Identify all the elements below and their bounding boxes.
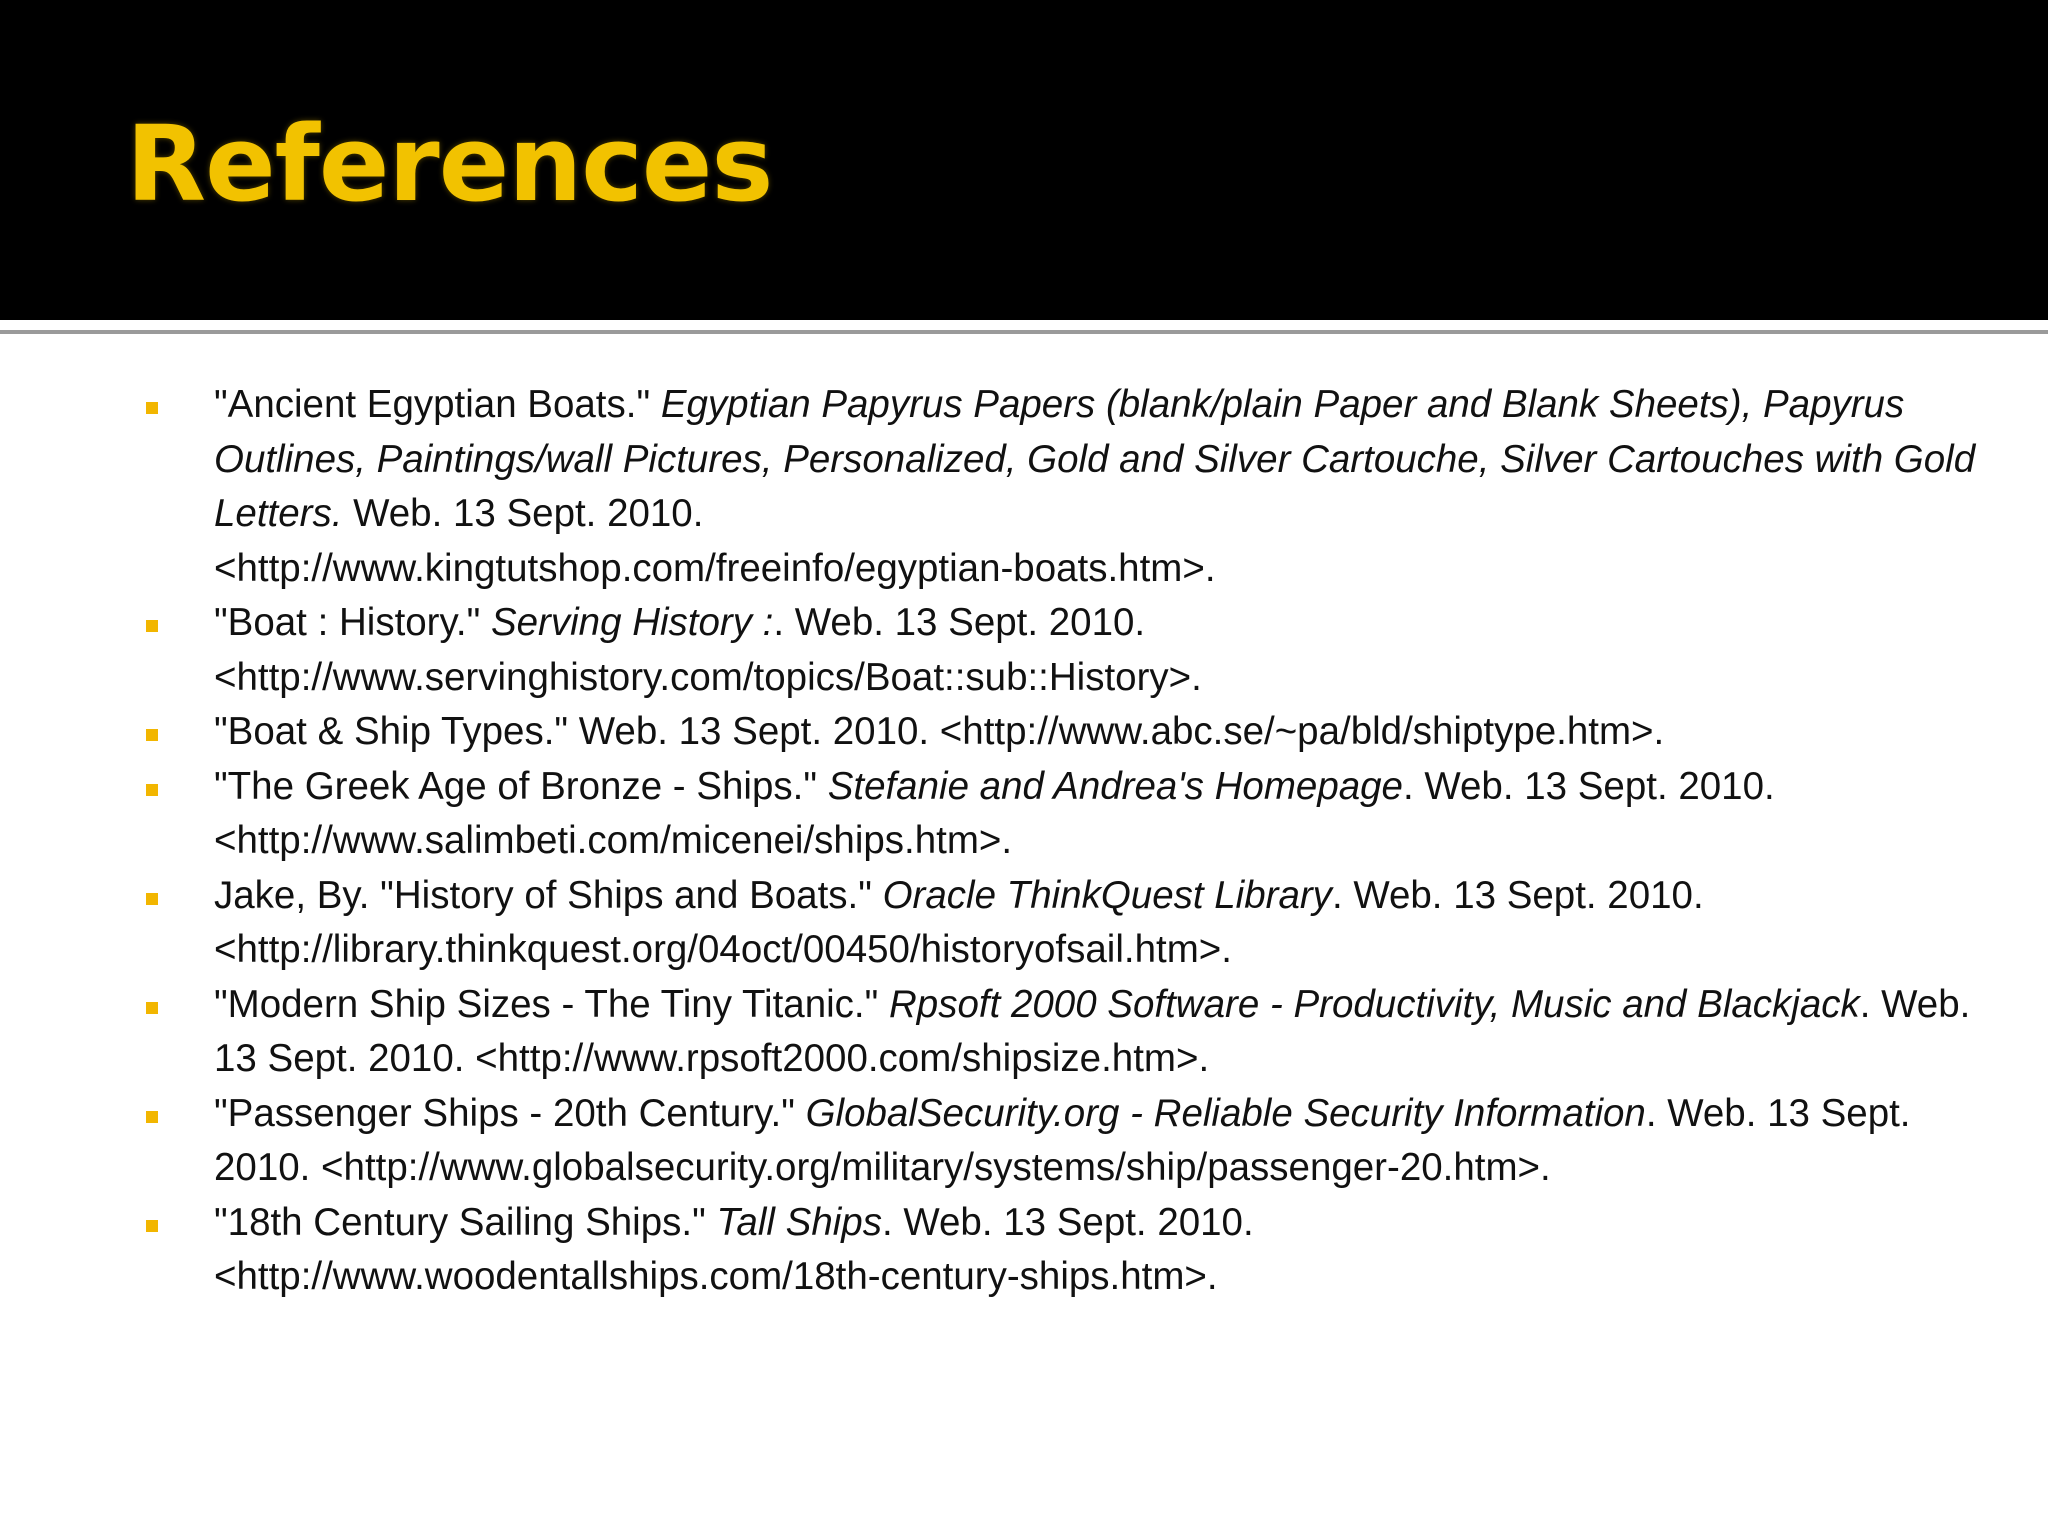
reference-source: Stefanie and Andrea's Homepage xyxy=(827,764,1403,808)
reference-source: Egyptian Papyrus Papers (blank/plain Paper and Blank Sheets), Papyrus Outlines, Paintings/wall Pictures, Personalized, Gold and Silver Cartouche, Silver Cartouches with Gold Letters. xyxy=(214,383,1976,535)
title-divider-gray xyxy=(0,330,2048,334)
reference-source: Oracle ThinkQuest Library xyxy=(882,873,1332,917)
reference-item xyxy=(0,869,2048,978)
reference-item xyxy=(0,1087,2048,1196)
reference-accessed: . Web. 13 Sept. 2010. xyxy=(773,601,1146,644)
reference-accessed: . Web. 13 Sept. 2010. xyxy=(1402,764,1775,808)
reference-url[interactable]: <http://www.abc.se/~pa/bld/shiptype.htm>. xyxy=(939,710,1665,753)
reference-accessed: . Web. 13 Sept. 2010. xyxy=(1331,873,1704,917)
reference-url[interactable]: <http://www.rpsoft2000.com/shipsize.htm>. xyxy=(475,1037,1210,1080)
slide-title: References xyxy=(126,103,773,225)
reference-accessed: . Web. 13 Sept. 2010. xyxy=(881,1200,1254,1244)
reference-item xyxy=(0,1196,2048,1305)
reference-accessed: Web. 13 Sept. 2010. xyxy=(578,710,940,753)
reference-url[interactable]: <http://www.globalsecurity.org/military/systems/ship/passenger-20.htm>. xyxy=(321,1146,1551,1189)
bullet-icon xyxy=(146,620,158,632)
reference-title: "Boat & Ship Types." xyxy=(214,710,579,753)
reference-title: "Modern Ship Sizes - The Tiny Titanic." xyxy=(214,982,889,1026)
bullet-icon xyxy=(146,1220,158,1232)
bullet-icon xyxy=(146,729,158,741)
bullet-icon xyxy=(146,784,158,796)
bullet-icon xyxy=(146,893,158,905)
reference-title: "Ancient Egyptian Boats." xyxy=(214,383,661,426)
reference-source: Rpsoft 2000 Software - Productivity, Music and Blackjack xyxy=(889,982,1860,1026)
reference-accessed: Web. 13 Sept. 2010. xyxy=(342,492,704,535)
reference-accessed: . Web. 13 Sept. 2010. xyxy=(214,1091,1911,1189)
reference-item xyxy=(0,760,2048,869)
reference-title: "18th Century Sailing Ships." xyxy=(214,1200,717,1244)
reference-item xyxy=(0,596,2048,705)
bullet-icon xyxy=(146,1111,158,1123)
reference-item xyxy=(0,705,2048,760)
reference-item xyxy=(0,978,2048,1087)
reference-list xyxy=(0,378,2048,1305)
reference-item xyxy=(0,378,2048,596)
reference-url[interactable]: <http://www.kingtutshop.com/freeinfo/egyptian-boats.htm>. xyxy=(214,546,1216,590)
reference-accessed: . Web. 13 Sept. 2010. xyxy=(214,982,1971,1080)
reference-url[interactable]: <http://www.servinghistory.com/topics/Boat::sub::History>. xyxy=(214,655,1202,699)
title-divider xyxy=(0,320,2048,326)
reference-url[interactable]: <http://www.woodentallships.com/18th-century-ships.htm>. xyxy=(214,1255,1218,1298)
reference-url[interactable]: <http://library.thinkquest.org/04oct/00450/historyofsail.htm>. xyxy=(214,928,1232,971)
reference-url[interactable]: <http://www.salimbeti.com/micenei/ships.htm>. xyxy=(214,819,1013,862)
reference-source: GlobalSecurity.org - Reliable Security Information xyxy=(805,1091,1646,1135)
reference-source: Tall Ships xyxy=(716,1200,882,1244)
reference-title: "Passenger Ships - 20th Century." xyxy=(214,1091,806,1135)
title-bar xyxy=(0,0,2048,320)
reference-title: "The Greek Age of Bronze - Ships." xyxy=(214,764,828,808)
reference-title: "Boat : History." xyxy=(214,601,491,644)
reference-source: Serving History : xyxy=(490,601,774,644)
reference-title: Jake, By. "History of Ships and Boats." xyxy=(214,873,883,917)
bullet-icon xyxy=(146,1002,158,1014)
bullet-icon xyxy=(146,402,158,414)
